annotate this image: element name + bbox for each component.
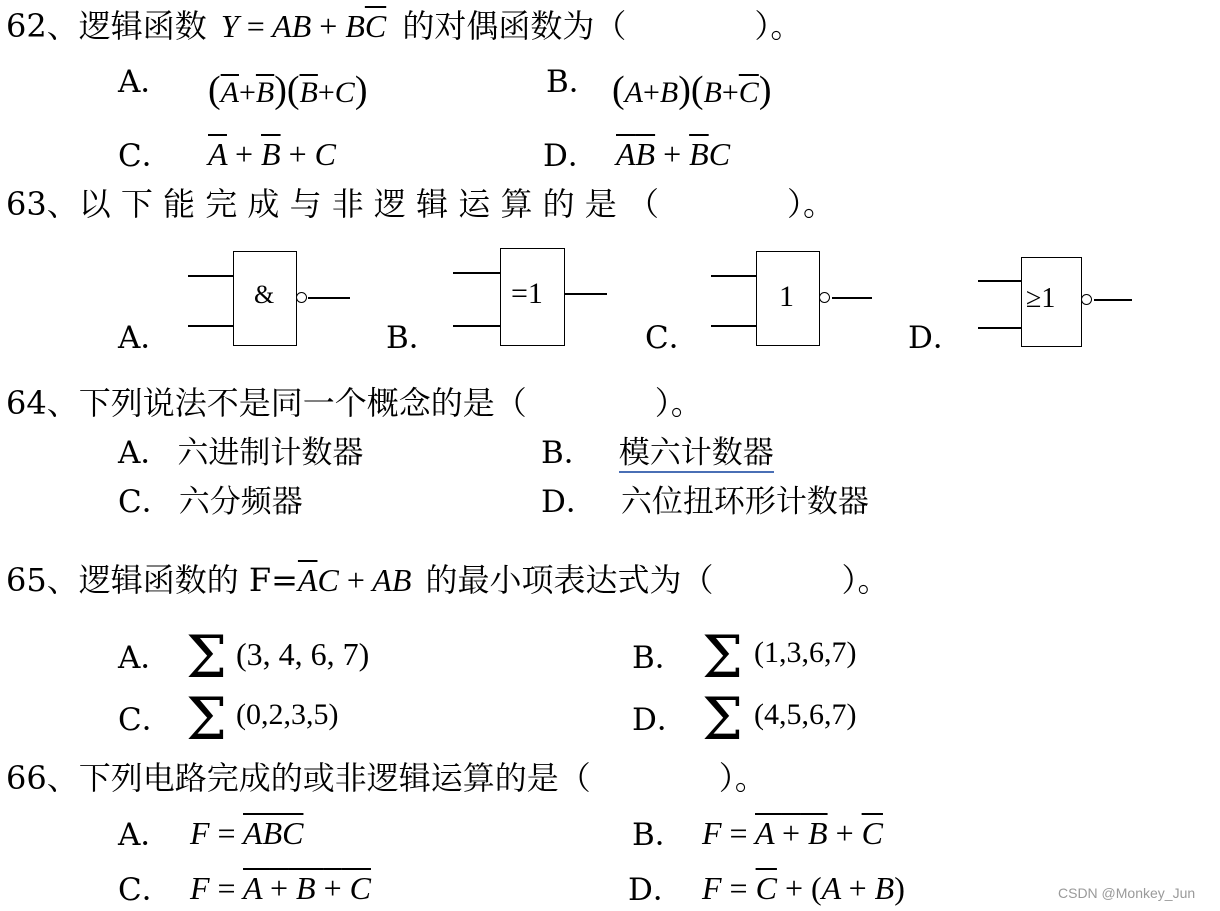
q66-option-c-label: C． xyxy=(118,872,173,908)
q66-option-a-label: A． xyxy=(118,817,172,853)
q64-option-c-text: 六分频器 xyxy=(178,484,303,520)
q63-d-gate-symbol: ≥1 xyxy=(1026,283,1056,314)
q62-prefix: 62、逻辑函数 xyxy=(6,7,207,45)
q62-option-d-label: D． xyxy=(543,138,599,174)
q63-b-gate-symbol: =1 xyxy=(511,277,543,310)
q65-suffix: 的最小项表达式为（ ）。 xyxy=(425,561,890,599)
q66-option-b-label: B． xyxy=(632,817,686,853)
q63-option-c-label: C． xyxy=(645,320,700,356)
q64-option-b xyxy=(541,433,774,473)
q62-option-b-label: B． xyxy=(546,64,600,100)
q63-d-input-2 xyxy=(978,327,1022,329)
q63-a-input-1 xyxy=(188,275,234,277)
q64-option-a xyxy=(118,433,363,473)
q62-option-b-expr: $(A+B)(B+\overline{C})$ xyxy=(612,69,772,111)
q66-stem: 66、下列电路完成的或非逻辑运算的是（ ）。 xyxy=(6,759,767,797)
q65-option-a-args: (3, 4, 6, 7) xyxy=(236,636,370,672)
q63-a-input-2 xyxy=(188,325,234,327)
q66-option-d-expr: $F = \overline{C} + (A + B)$ xyxy=(702,870,905,906)
q62-option-a-expr: $(\overline{A}+\overline{B})(\overline{B}+C)$ xyxy=(208,69,368,111)
q64-option-a-text: 六进制计数器 xyxy=(177,435,364,471)
q63-a-gate-symbol: & xyxy=(254,280,275,309)
q65-option-c-args: (0,2,3,5) xyxy=(236,698,339,731)
q65-option-a-sigma: Σ xyxy=(186,623,228,691)
q63-d-input-1 xyxy=(978,280,1022,282)
q62-suffix: 的对偶函数为（ ）。 xyxy=(402,7,803,45)
q64-option-b-label: B． xyxy=(541,435,595,471)
q65-option-b-label: B． xyxy=(632,640,686,676)
q63-b-output xyxy=(564,293,607,295)
q62-option-c-expr: $\overline{A} + \overline{B} + C$ xyxy=(208,136,336,172)
q65-option-c-sigma: Σ xyxy=(186,685,228,753)
q62-expr: Y = AB + $B\overline{C}$ xyxy=(220,8,387,44)
q63-b-input-2 xyxy=(453,325,501,327)
q65-expr: $\overline{A}C$ + AB xyxy=(297,562,412,598)
q65-option-c-label: C． xyxy=(118,702,173,738)
q63-d-output xyxy=(1094,299,1132,301)
q63-a-output xyxy=(308,297,350,299)
q63-c-gate-symbol: 1 xyxy=(779,280,794,313)
q65-option-b-args: (1,3,6,7) xyxy=(754,636,857,669)
q64-option-a-label: A． xyxy=(118,435,172,471)
q62-option-a-label: A． xyxy=(118,64,172,100)
q64-stem: 64、下列说法不是同一个概念的是（ ）。 xyxy=(6,384,703,422)
q62-option-d-expr: $\overline{A}\overline{B} + \overline{B}C$ xyxy=(616,136,731,172)
q63-c-input-2 xyxy=(711,325,757,327)
q62-option-c-label: C． xyxy=(118,138,173,174)
q65-stem xyxy=(6,560,890,600)
q64-option-b-text[interactable]: 模六计数器 xyxy=(618,435,774,471)
q65-option-d-label: D． xyxy=(632,702,688,738)
q63-c-output xyxy=(832,297,872,299)
q65-option-a-label: A． xyxy=(118,640,172,676)
q64-option-c-label: C． xyxy=(118,484,173,520)
q63-c-bubble xyxy=(819,292,830,303)
q64-option-c xyxy=(118,482,303,522)
q64-option-d-text: 六位扭环形计数器 xyxy=(620,484,869,520)
q64-option-d-label: D． xyxy=(541,484,597,520)
q63-c-input-1 xyxy=(711,275,757,277)
q65-option-d-sigma: Σ xyxy=(702,685,744,753)
q63-option-b-label: B． xyxy=(386,320,440,356)
q65-option-d-args: (4,5,6,7) xyxy=(754,698,857,731)
q64-option-d xyxy=(541,482,869,522)
q65-option-b-sigma: Σ xyxy=(702,623,744,691)
q66-option-b-expr: $F = A + B + \overline{C}$ xyxy=(702,815,883,851)
q63-d-bubble xyxy=(1081,294,1092,305)
q62-stem xyxy=(6,6,802,46)
q66-option-c-expr: F = A + B + C xyxy=(190,870,371,906)
q63-stem: 63、以 下 能 完 成 与 非 逻 辑 运 算 的 是 （ ）。 xyxy=(6,185,835,223)
watermark: CSDN @Monkey_Jun xyxy=(1058,885,1196,901)
q63-option-d-label: D． xyxy=(908,320,964,356)
q66-option-d-label: D． xyxy=(628,872,684,908)
q63-option-a-label: A． xyxy=(118,320,172,356)
q65-prefix: 65、逻辑函数的 F= xyxy=(6,561,298,599)
q66-option-a-expr: $F = \overline{ABC}$ xyxy=(190,815,304,851)
q63-b-input-1 xyxy=(453,272,501,274)
q63-a-bubble xyxy=(296,292,307,303)
